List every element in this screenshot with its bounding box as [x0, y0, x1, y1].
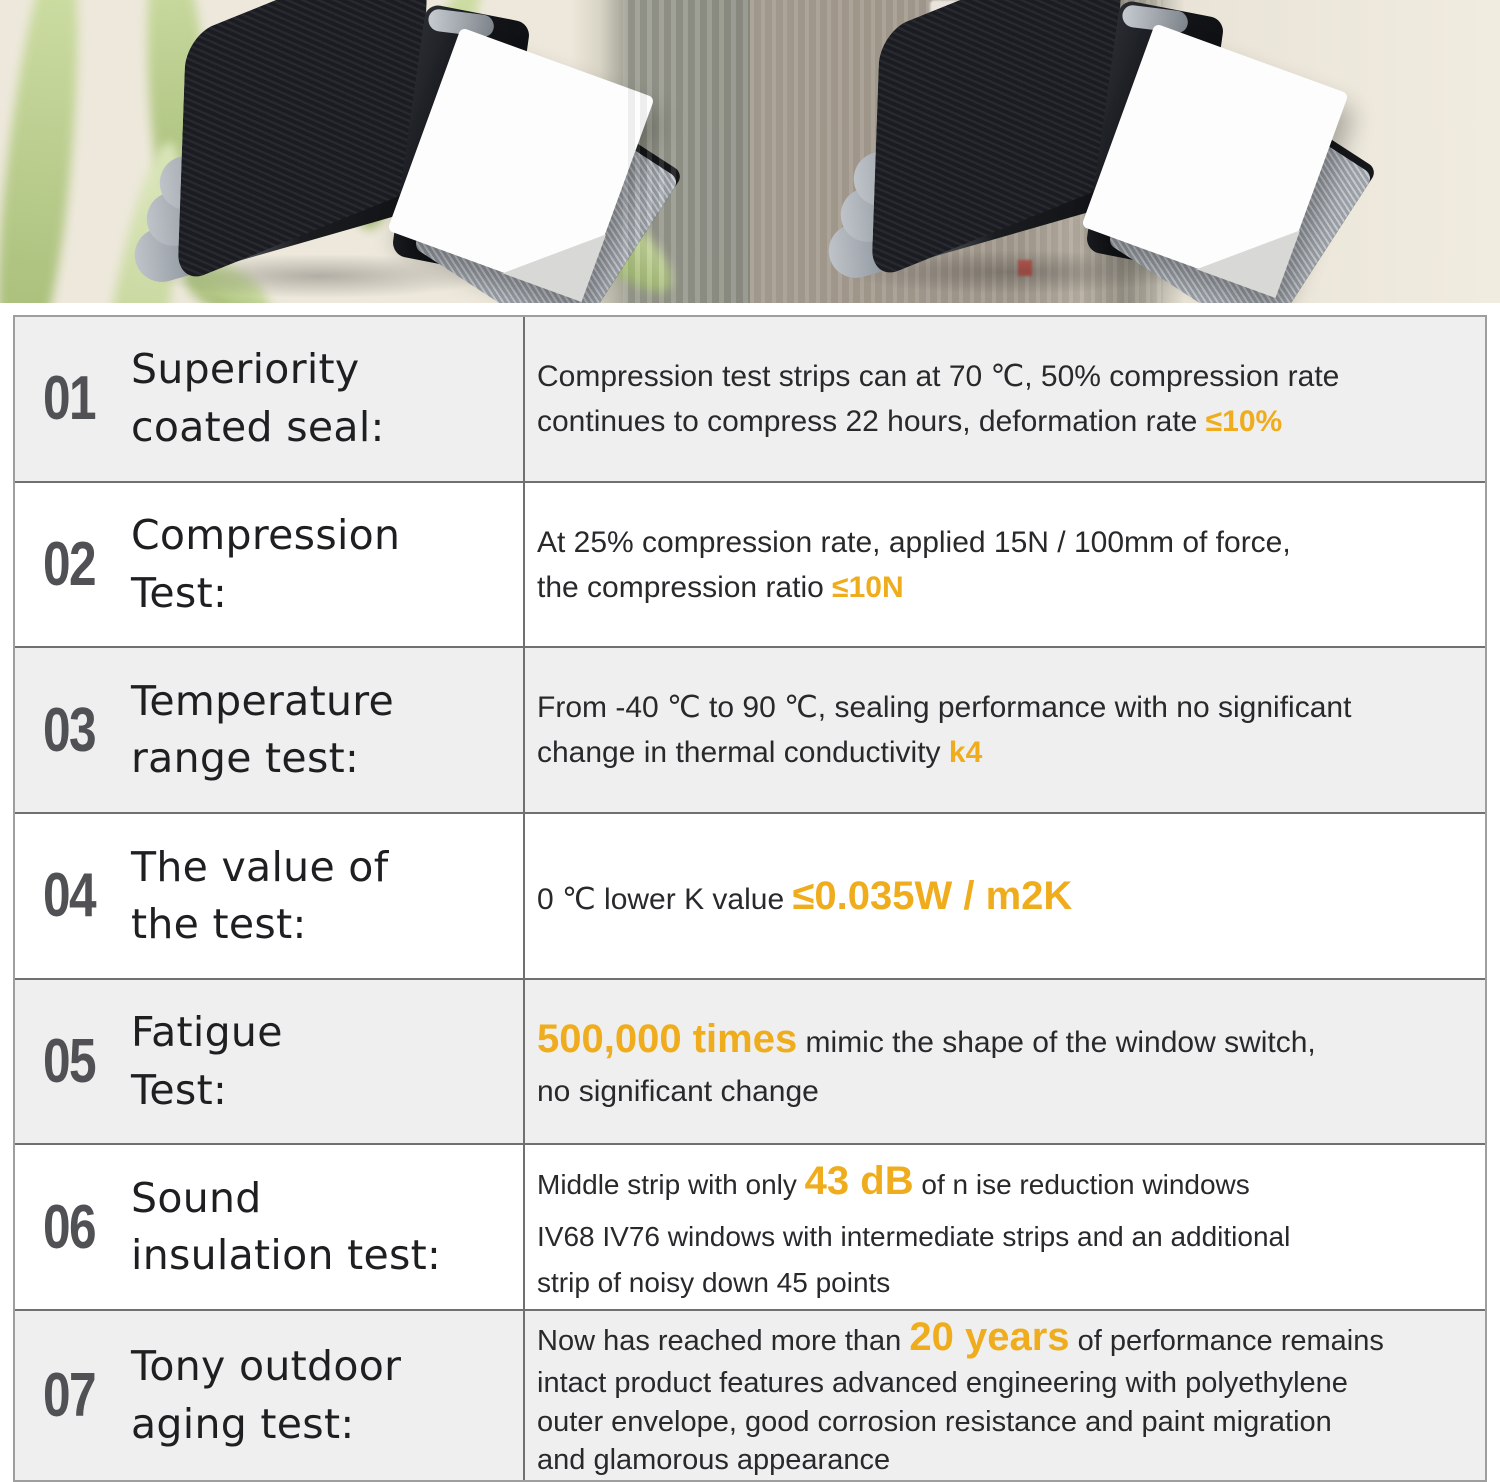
- spec-row-02: [15, 481, 1485, 647]
- spec-number: 05: [43, 1027, 95, 1097]
- spec-description-line: [537, 866, 1469, 926]
- spec-description-line: [537, 1441, 1469, 1480]
- spec-row-06: [15, 1143, 1485, 1309]
- spec-number: 04: [43, 861, 95, 931]
- spec-title: [131, 839, 388, 954]
- description-text: 0 ℃ lower K value: [537, 882, 793, 916]
- spec-row-header: [15, 980, 525, 1144]
- spec-description-line: [537, 685, 1469, 730]
- highlight-value: ≤0.035W / m2K: [792, 873, 1073, 918]
- spec-title: [131, 1004, 283, 1119]
- spec-table: [13, 315, 1487, 1482]
- spec-description: [525, 1311, 1485, 1480]
- description-text: intact product features advanced engineering with polyethylene: [537, 1367, 1348, 1400]
- spec-row-header: [15, 1311, 525, 1480]
- spec-row-07: [15, 1309, 1485, 1480]
- spec-row-header: [15, 814, 525, 978]
- spec-title: [131, 1338, 401, 1453]
- spec-description: [525, 1145, 1485, 1309]
- highlight-value: ≤10%: [1205, 404, 1283, 438]
- spec-description-line: [537, 520, 1469, 565]
- foam-seal-product-group: [794, 2, 1354, 302]
- description-text: Middle strip with only: [537, 1168, 805, 1200]
- description-text: the compression ratio: [537, 570, 833, 604]
- product-scene-left: [0, 0, 750, 303]
- product-photo-banner: [0, 0, 1500, 303]
- spec-row-header: [15, 648, 525, 812]
- spec-number: 06: [43, 1192, 95, 1262]
- product-scene-right: [750, 0, 1500, 303]
- spec-title-line: Tony outdoor: [131, 1342, 402, 1391]
- description-text: Compression test strips can at 70 ℃, 50% compression rate: [537, 359, 1340, 393]
- spec-description: [525, 317, 1485, 481]
- spec-number: 02: [43, 530, 95, 600]
- spec-description-line: [537, 399, 1469, 444]
- spec-title-line: coated seal:: [131, 402, 385, 451]
- spec-title-line: Superiority: [131, 345, 360, 394]
- spec-row-04: [15, 812, 1485, 978]
- spec-title-line: Sound: [131, 1173, 262, 1222]
- spec-title: [131, 341, 385, 456]
- highlight-value: 20 years: [909, 1315, 1070, 1360]
- plant-leaf-decoration: [0, 0, 94, 303]
- spec-title-line: Test:: [131, 1065, 228, 1114]
- spec-row-header: [15, 1145, 525, 1309]
- spec-description-line: [537, 354, 1469, 399]
- spec-title: [131, 1170, 441, 1285]
- spec-title-line: insulation test:: [131, 1231, 442, 1280]
- spec-title-line: Fatigue: [131, 1008, 283, 1057]
- spec-description-line: [537, 565, 1469, 610]
- spec-title-line: Test:: [131, 568, 228, 617]
- spec-title-line: The value of: [131, 842, 389, 891]
- highlight-value: k4: [948, 736, 983, 770]
- description-text: outer envelope, good corrosion resistance and paint migration: [537, 1405, 1332, 1438]
- spec-title-line: range test:: [131, 734, 360, 783]
- highlight-value: 43 dB: [804, 1158, 914, 1203]
- description-text: IV68 IV76 windows with intermediate strips and an additional: [537, 1221, 1291, 1253]
- spec-description-line: [537, 1260, 1469, 1306]
- spec-description-line: [537, 1311, 1469, 1364]
- spec-description-line: [537, 1403, 1469, 1442]
- highlight-value: 500,000 times: [537, 1017, 798, 1062]
- spec-title: [131, 507, 400, 622]
- spec-description-line: [537, 1149, 1469, 1215]
- spec-row-header: [15, 483, 525, 647]
- description-text: no significant change: [537, 1075, 819, 1109]
- description-text: of performance remains: [1069, 1325, 1384, 1358]
- spec-description: [525, 980, 1485, 1144]
- description-text: At 25% compression rate, applied 15N / 100mm of force,: [537, 525, 1291, 559]
- spec-description: [525, 483, 1485, 647]
- spec-description: [525, 648, 1485, 812]
- description-text: and glamorous appearance: [537, 1444, 891, 1477]
- foam-pad-top: [177, 0, 429, 286]
- spec-row-03: [15, 646, 1485, 812]
- spec-row-05: [15, 978, 1485, 1144]
- spec-description-line: [537, 1214, 1469, 1260]
- description-text: of n ise reduction windows: [913, 1168, 1250, 1200]
- spec-number: 07: [43, 1361, 95, 1431]
- highlight-value: ≤10N: [832, 570, 904, 604]
- spec-row-header: [15, 317, 525, 481]
- foam-pad-top: [871, 0, 1123, 282]
- spec-number: 01: [43, 364, 95, 434]
- spec-title-line: Temperature: [131, 676, 395, 725]
- foam-seal-product-group: [100, 6, 660, 303]
- spec-title-line: aging test:: [131, 1399, 355, 1448]
- description-text: continues to compress 22 hours, deformation rate: [537, 404, 1206, 438]
- spec-title: [131, 673, 394, 788]
- description-text: change in thermal conductivity: [537, 736, 949, 770]
- spec-description-line: [537, 1009, 1469, 1069]
- description-text: From -40 ℃ to 90 ℃, sealing performance with no significant: [537, 691, 1352, 725]
- description-text: Now has reached more than: [537, 1325, 910, 1358]
- spec-number: 03: [43, 695, 95, 765]
- spec-description-line: [537, 1364, 1469, 1403]
- spec-description-line: [537, 730, 1469, 775]
- spec-title-line: Compression: [131, 511, 401, 560]
- description-text: strip of noisy down 45 points: [537, 1267, 891, 1299]
- spec-title-line: the test:: [131, 899, 307, 948]
- spec-description-line: [537, 1069, 1469, 1114]
- description-text: mimic the shape of the window switch,: [797, 1026, 1316, 1060]
- spec-row-01: [15, 317, 1485, 481]
- spec-description: [525, 814, 1485, 978]
